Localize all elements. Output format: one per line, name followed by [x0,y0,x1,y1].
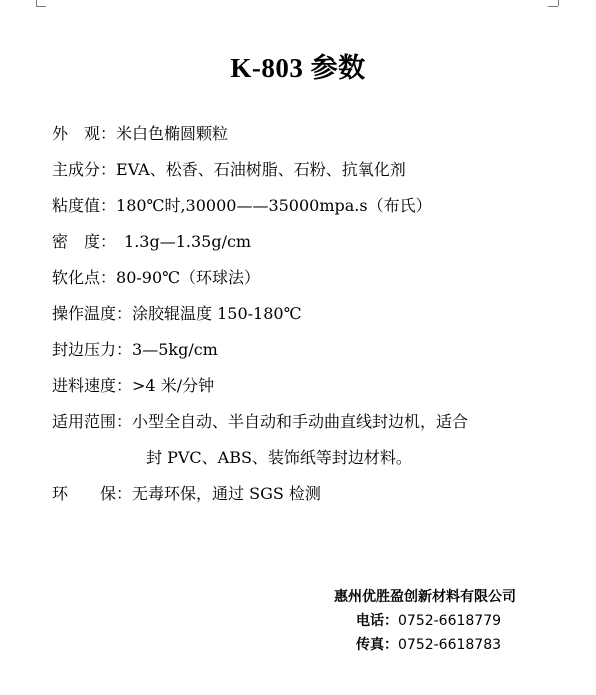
spec-composition: 主成分：EVA、松香、石油树脂、石粉、抗氧化剂 [52,160,406,179]
spec-operating-temp: 操作温度：涂胶辊温度 150-180℃ [52,304,302,323]
crop-mark-right [548,0,560,6]
spec-density: 密 度： 1.3g—1.35g/cm [52,232,252,251]
spec-application-cont: 封 PVC、ABS、装饰纸等封边材料。 [146,448,412,467]
spec-environmental: 环 保：无毒环保，通过 SGS 检测 [52,484,321,503]
spec-feed-speed: 进料速度：>4 米/分钟 [52,376,215,395]
spec-viscosity: 粘度值：180℃时,30000——35000mpa.s（布氏） [52,196,432,215]
crop-mark-left [36,0,48,6]
spec-edge-pressure: 封边压力：3—5kg/cm [52,340,218,359]
spec-appearance: 外 观：米白色椭圆颗粒 [52,124,229,143]
page-title: K-803 参数 [230,53,366,83]
company-fax: 传真：0752-6618783 [356,637,502,653]
spec-softening-point: 软化点：80-90℃（环球法） [52,268,261,287]
spec-application: 适用范围：小型全自动、半自动和手动曲直线封边机，适合 [52,412,469,431]
company-name: 惠州优胜盈创新材料有限公司 [334,589,516,605]
company-phone: 电话：0752-6618779 [356,613,502,629]
